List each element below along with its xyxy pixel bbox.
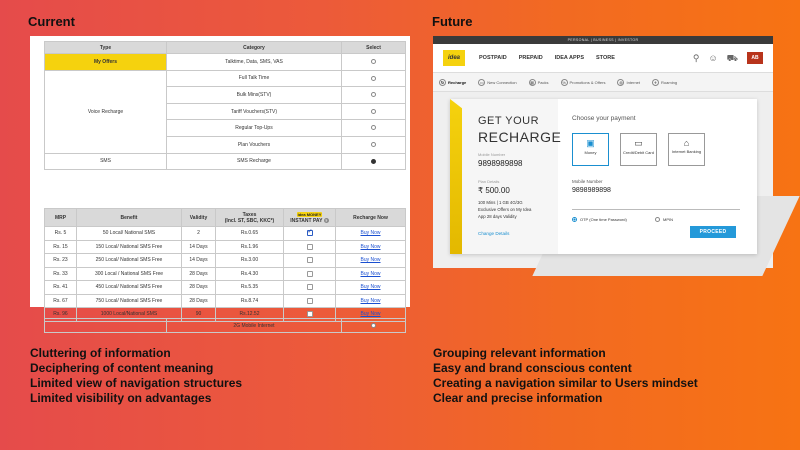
col-mrp: MRP [45,209,77,227]
mobile-number-label-2: Mobile Number [572,179,603,184]
pay-option-netbanking[interactable] [668,133,705,166]
taxes-cell: Rs.1.96 [216,240,284,254]
list-item: Clear and precise information [433,391,603,405]
tab-packs[interactable] [529,79,549,86]
nav-prepaid[interactable]: PREPAID [518,55,543,61]
future-improvements-list [433,346,698,406]
tail-table [44,318,406,333]
col-recharge-now: Recharge Now [336,209,406,227]
radio-button-selected[interactable] [371,159,376,164]
checkbox[interactable] [307,257,313,263]
pay-option-money[interactable] [572,133,609,166]
checkbox-cell [284,240,336,254]
list-item: Limited view of navigation structures [30,376,243,390]
validity-cell: 14 Days [182,240,216,254]
recharge-summary [450,99,562,254]
checkbox[interactable] [307,311,313,317]
input-underline [572,209,740,210]
list-item: Creating a navigation similar to Users mindset [433,376,698,390]
type-cell [45,319,167,333]
validity-cell: 14 Days [182,254,216,268]
benefit-cell: 150 Local/ National SMS Free [77,240,182,254]
mrp-cell: Rs. 23 [45,254,77,268]
mrp-cell: Rs. 33 [45,267,77,281]
category-cell: Talktime, Data, SMS, VAS [167,54,342,71]
list-item: Deciphering of content meaning [30,361,214,375]
buy-now-link[interactable]: Buy Now [360,243,381,250]
taxes-cell: Rs.5.35 [216,281,284,295]
taxes-cell: Rs.0.65 [216,227,284,241]
checkbox[interactable] [307,284,313,290]
instant-pay-label: INSTANT PAY [290,217,323,224]
col-idea-money [284,209,336,227]
recharge-card [450,99,757,254]
tab-recharge[interactable] [439,79,466,86]
buy-now-cell [336,240,406,254]
mobile-number-value: 9898989898 [478,159,523,168]
taxes-cell: Rs.4.30 [216,267,284,281]
select-cell [342,153,406,170]
validity-cell: 28 Days [182,294,216,308]
table-row [45,319,406,333]
mrp-cell: Rs. 15 [45,240,77,254]
radio-otp[interactable] [572,217,577,222]
bank-icon: ⌂ [683,138,690,148]
category-cell: Plan Vouchers [167,136,342,153]
cart-icon[interactable]: ⛟ [726,52,738,63]
table-row [45,267,406,281]
validity-cell: 28 Days [182,281,216,295]
otp-option[interactable] [572,217,627,222]
my-offers-cell[interactable]: My Offers [45,54,167,71]
col-validity: Validity [182,209,216,227]
select-cell [342,54,406,71]
brand-logo-icon: AB [747,52,763,64]
col-benefit: Benefit [77,209,182,227]
mrp-cell: Rs. 96 [45,308,77,322]
radio-button[interactable] [371,142,376,147]
table-row [45,70,406,87]
buy-now-cell [336,281,406,295]
proceed-button[interactable]: PROCEED [690,226,736,238]
tab-label: New Connection [487,79,517,85]
mobile-number-input[interactable]: 9898989898 [572,187,611,194]
plan-amount: ₹ 500.00 [478,186,510,195]
benefit-cell: 50 Local/ National SMS [77,227,182,241]
tab-roaming[interactable] [652,79,677,86]
benefit-cell: 250 Local/ National SMS Free [77,254,182,268]
current-heading: Current [28,14,75,29]
plan-details-label: Plan Details [478,179,500,184]
benefit-cell: 1000 Local/National SMS [77,308,182,322]
buy-now-link[interactable]: Buy Now [360,284,381,291]
tab-label: Internet [626,79,641,85]
col-select: Select [342,42,406,54]
buy-now-cell [336,227,406,241]
wallet-icon: ▣ [586,138,595,148]
checkbox-cell [284,267,336,281]
table-row [45,54,406,71]
mrp-cell: Rs. 67 [45,294,77,308]
buy-now-cell [336,267,406,281]
table-row [45,153,406,170]
tab-label: Roaming [661,79,678,85]
current-issues-list [30,346,242,406]
idea-money-logo: idea MONEY [297,211,322,217]
select-cell [342,319,406,333]
change-details-link[interactable]: Change Details [478,231,510,236]
credit-card-icon: ▭ [634,138,643,148]
list-item: Cluttering of information [30,346,171,360]
future-heading: Future [432,14,473,29]
select-cell [342,70,406,87]
current-screenshot [30,36,410,329]
tab-label: Packs [537,79,549,85]
checkbox-cell [284,281,336,295]
radio-button[interactable] [371,109,376,114]
radio-button[interactable] [371,323,376,328]
list-item: Grouping relevant information [433,346,606,360]
checkbox[interactable] [307,271,313,277]
plan-line: Exclusive Offers on My Idea [478,207,532,212]
table-row [45,227,406,241]
globe-icon: ◍ [619,79,623,85]
idea-logo[interactable]: idea [443,50,465,66]
tab-new-connection[interactable] [478,79,516,86]
otp-label: OTP (One time Password) [580,217,627,222]
packs-icon: ▦ [530,79,534,85]
sub-nav [433,72,773,92]
help-icon[interactable]: ? [324,217,328,223]
validity-cell: 28 Days [182,267,216,281]
buy-now-link[interactable]: Buy Now [360,257,381,264]
col-type: Type [45,42,167,54]
category-cell: SMS Recharge [167,153,342,170]
radio-button[interactable] [371,92,376,97]
plan-line: 100 Mins | 1 GB 4G/3G [478,200,523,205]
plan-line: App 28 days Validity [478,214,517,219]
select-cell [342,120,406,137]
yellow-accent [450,99,462,254]
choose-payment-title: Choose your payment [572,115,636,122]
category-cell: Full Talk Time [167,70,342,87]
pay-option-card[interactable] [620,133,657,166]
radio-button[interactable] [371,125,376,130]
future-mockup [433,36,773,268]
buy-now-link[interactable]: Buy Now [360,230,381,237]
nav-store[interactable]: STORE [596,55,615,61]
pay-option-label: Internet Banking [671,149,702,154]
mpin-option[interactable] [655,217,673,222]
card-title-line-1: GET YOUR [478,115,540,127]
mrp-cell: Rs. 41 [45,281,77,295]
checkbox-cell [284,294,336,308]
taxes-label: Taxes [242,211,257,218]
sim-icon: ▭ [479,79,484,85]
category-cell: 2G Mobile Internet [167,319,342,333]
card-title-line-2: RECHARGE [478,129,562,145]
table-row [45,240,406,254]
benefit-cell: 750 Local/ National SMS Free [77,294,182,308]
tab-promotions[interactable] [561,79,606,86]
benefit-cell: 300 Local / National SMS Free [77,267,182,281]
select-cell [342,136,406,153]
col-taxes [216,209,284,227]
checkbox-cell [284,254,336,268]
buy-now-cell [336,294,406,308]
main-nav [433,44,773,72]
category-cell: Tariff Vouchers(STV) [167,103,342,120]
buy-now-link[interactable]: Buy Now [360,270,381,277]
plane-icon: ✈ [653,79,658,85]
checkbox[interactable] [307,230,313,236]
category-cell: Bulk Mins(STV) [167,87,342,104]
validity-cell: 90 [182,308,216,322]
buy-now-link[interactable]: Buy Now [360,311,381,318]
list-item: Easy and brand conscious content [433,361,632,375]
tab-internet[interactable] [617,79,640,86]
taxes-cell: Rs.12.52 [216,308,284,322]
type-cell: SMS [45,153,167,170]
radio-button[interactable] [371,76,376,81]
select-cell [342,87,406,104]
checkbox[interactable] [307,244,313,250]
tab-label: Promotions & Offers [569,79,606,85]
buy-now-link[interactable]: Buy Now [360,297,381,304]
list-item: Limited visibility on advantages [30,391,212,405]
table-row [45,254,406,268]
buy-now-cell [336,254,406,268]
radio-mpin[interactable] [655,217,660,222]
taxes-cell: Rs.8.74 [216,294,284,308]
category-cell: Regular Top-Ups [167,120,342,137]
recharge-icon: ↻ [440,79,445,85]
select-cell [342,103,406,120]
col-category: Category [167,42,342,54]
search-icon[interactable]: ⚲ [692,52,700,63]
tab-label: Recharge [448,79,467,85]
plan-table [44,208,406,322]
pay-option-label: Credit/Debit Card [623,150,654,155]
type-cell: Voice Recharge [45,70,167,153]
user-icon[interactable]: ☺ [708,52,718,63]
benefit-cell: 450 Local/ National SMS Free [77,281,182,295]
top-strip[interactable]: PERSONAL | BUSINESS | INVESTOR [433,36,773,44]
radio-button[interactable] [371,59,376,64]
table-row [45,281,406,295]
offers-icon: % [562,79,566,85]
pay-option-label: Money [584,150,597,155]
validity-cell: 2 [182,227,216,241]
nav-postpaid[interactable]: POSTPAID [479,55,507,61]
taxes-cell: Rs.3.00 [216,254,284,268]
category-table [44,41,406,170]
checkbox-cell [284,227,336,241]
taxes-sublabel: (Incl. ST, SBC, KKC*) [224,217,275,224]
nav-idea-apps[interactable]: IDEA APPS [554,55,585,61]
mobile-number-label: Mobile Number [478,152,506,157]
table-row [45,294,406,308]
mpin-label: MPIN [663,217,673,222]
checkbox[interactable] [307,298,313,304]
mrp-cell: Rs. 5 [45,227,77,241]
